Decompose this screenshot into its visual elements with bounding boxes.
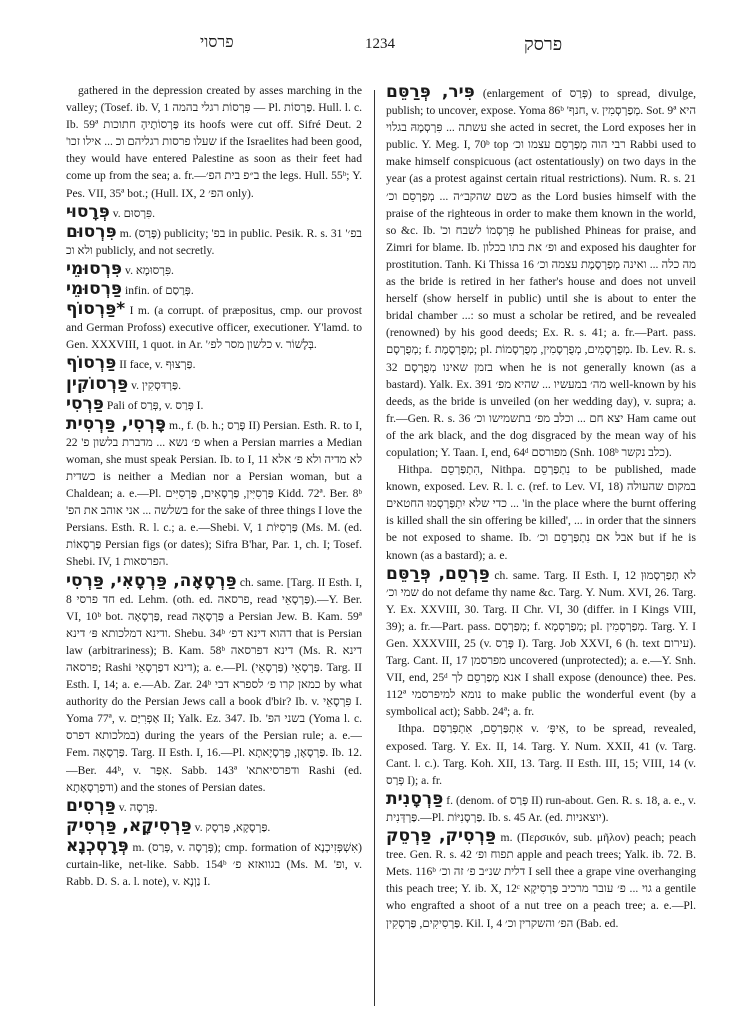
entry-headword: פַּרְסוֹקִין — [66, 373, 129, 394]
entry-headword: פַּרְסֵם, פְּרַסֵּם — [386, 563, 490, 584]
entry-headword: פְּרָסְכְנָא — [66, 835, 129, 856]
dictionary-entry — [66, 796, 362, 816]
header-right-catchword: פרסק — [524, 34, 563, 54]
entry-text: Hithpa. הִתְפַּרְסֵם, Nithpa. נִתְפַּרְסֵם to be published, made known, exposed. Lev. R. l. c. (ref. to Lev. VI, 18) במקום שהעולה ... כדי שלא יִתְפַּרְסְמוּ החטאים 'in the place where the burnt offering is killed shall the sin offering be killed', ... in order that the sinners be not exposed to shame. Ib. אבל אם נִתְפַּרְסֵם וכ׳ but if he is known (as a bastard); a. e. — [386, 463, 696, 562]
dictionary-entry — [386, 82, 696, 461]
page-number: 1234 — [365, 36, 395, 52]
entry-text: infin. of פְּרַסַם. — [125, 284, 194, 298]
left-column — [66, 82, 362, 1008]
page-header — [0, 34, 750, 64]
entry-text: v. פַּרְדּסְקִין. — [131, 378, 181, 392]
entry-headword: פַּרְסִיק, פַּרְסֵק — [386, 826, 496, 847]
entry-text: m., f. (b. h.; פָּרַס II) Persian. Esth. R. to I, 22 'פ׳ נשא ... מדברת בלשון פ when a Persian marries a Median woman, she must speak Persian. Ib. to I, 11 לא מדיה ולא פ׳ אלא כשדית is neither a Median nor a Persian woman, but a Chaldean; a. e.—Pl. פַּרְסִיִּין, פַּרְסָאִים, פַּרְסִיִּים Kidd. 72ª. Ber. 8ᵇ 'בשלשה ... אני אוהב את הפ for the sake of three things I love the Persians. Esth. R. l. c.; a. e.—Shebi. V, 1 פַּרְסִיּוֹת (Ms. M. (ed. פַּרְסָאוֹת Persian figs (or dates); Sifra B'har, Par. 1, ch. I; Tosef. Shebi. IV, 1 הפרסאות. — [66, 418, 362, 569]
dictionary-entry — [66, 279, 362, 299]
entry-text: ch. same. [Targ. II Esth. I, 8 חד פרסי ed. Lehm. (oth. ed. פרסאה, read פַּרְסָאֵי).—Y. Ber. VI, 10ᵇ bot. פַּרְסָאָה, read פַּרְסָאָה a Persian Jew. B. Kam. 59ª ודינא דמלכותא פּ׳ דינא. Shebu. 34ᵇ דהוא דינא דפ׳ that is Persian law (arbitrariness); B. Kam. 58ᵇ דינא דפרסאה (Ms. R. דינא פרסאה; Rashi דינא דפַרְסָאֵי); a. e.—Pl. פַּרְסָאֵי (פַּרְסָאֵי). Targ. II Esth. I, 14; a. e.—Ab. Zar. 24ᵇ כמאן קרו פ׳ לספרא דבי by what authority do the Persian Jews call a book d'bir? Ib. v. פִּרְסָאֵי I. Yoma 77ª, v. אַפְרִיַּם II; Yalk. Ez. 347. Ib. 'בשני הפ (Yoma l. c. במלכותא דפרס) during the years of the Persian rule; a. e.—Fem. פַּרְסָאָה. Targ. II Esth. I, 16.—Pl. פַּרְסָאָן, פַּרְסָיָאתָא. Ib. 12.—Ber. 44ᵇ, v. אִפַּר. Sabb. 143ª 'ודפרסיאתא Rashi (ed. ודפַרְסָאָתָא) and the stones of Persian dates. — [66, 575, 362, 794]
entry-headword: פַּרְסִיקָא, פַּרְסִיק — [66, 815, 192, 836]
dictionary-entry — [66, 836, 362, 890]
entry-headword: פִּרְסוּם — [66, 221, 117, 242]
entry-text: v. פְּרָסָה. — [118, 800, 158, 814]
entry-text: Ithpa. אִתְפַּרְסֵם, אִתְפְּרַסַּם v. אִיפְּ׳, to be spread, revealed, exposed. Targ. Y. Ex. II, 14. Targ. Y. Num. XXII, 41 (v. Targ. Cant. l. c.). Targ. Koh. XII, 13. Targ. II Esth. III, 15; VIII, 14 (v. פְּרַס I); a. fr. — [386, 722, 696, 787]
entry-text: m. (Περσικόν, sub. μῆλον) peach; peach tree. Gen. R. s. 42 תפוח ופ׳ apple and peach trees; Yalk. ib. 72. B. Mets. 116ᵇ דלית שנ״ב פ׳ זה וכ׳ I sell thee a grape vine overhanging this peach tree; Y. ib. X, 12ᶜ גוי ... פ׳ עובר מרכיב פַּרְסִיקָא a gentile who engrafted a shoot of a nut tree on a peach tree; a. e.—Pl. פַּרְסִיקִים, פַּרְסְקִין. Kil. I, 4 הפ׳ והשקרין וכ׳ (Bab. ed. — [386, 831, 696, 930]
entry-headword: פַּרְסוֹף — [66, 353, 117, 374]
entry-text: m. (פְּרַס, v. פְּרָסָה); cmp. formation of אִשְׁפְּזִיכְנָא) curtain-like, net-like. Sabb. 154ᵇ בגוואזא פ׳ (Ms. M. 'ופ, v. Rabb. D. S. a. l. note), v. נַוְנָא I. — [66, 840, 362, 889]
entry-headword: *פַּרְסוֹף — [66, 299, 126, 320]
dictionary-entry — [66, 353, 362, 373]
column-divider — [374, 90, 375, 1006]
dictionary-entry — [386, 461, 696, 564]
entry-text: I m. (a corrupt. of præpositus, cmp. our provost and German Profoss) executive officer, executioner. Y'lamd. to Gen. XXXVIII, 1 quot. in Ar. 'כלשון מסר לפ׳ v. בְּלָשׁוֹר. — [66, 304, 362, 352]
right-column — [386, 82, 696, 1008]
entry-headword: פִּרְסוּמֵי — [66, 258, 123, 279]
dictionary-entry — [386, 789, 696, 826]
entry-text: ch. same. Targ. II Esth. I, 12 לא תְפַרְסְמוּן שמי וכ׳ do not defame thy name &c. Targ. Y. Num. XVI, 26. Targ. Y. Ex. XXVIII, 30. Targ. II Chr. VI, 30 (differ. in I Kings VIII, 39); a. fr.—Part. pass. מְפַרְסַם; f. מְפַרְסְמָא; pl. מְפַרְסְמִין. Targ. Y. I Gen. XXXVIII, 25 (v. פָּרַס I). Targ. Job XXVI, 6 (h. text עירום). Targ. Cant. II, 17 מפרסמן uncovered (unprotected); a. e.—Y. Snh. VII, end, 25ᵈ אנא מְפַרְסֵם לך I shall expose (denounce) thee. Pes. 112ª נומא למיפרסמי to make public the wonderful event (by a symbolical act); Sabb. 24ª; a. fr. — [386, 568, 696, 719]
entry-text: v. פִּרְסוּמָא. — [125, 263, 174, 277]
dictionary-entry — [66, 374, 362, 394]
entry-text: m. (פָּרַס) publicity; 'בפ in public. Pesik. R. s. 31 'בפ׳ ולא וכ publicly, and not secretly. — [66, 226, 362, 257]
entry-text: v. פִּרְסוּם. — [112, 206, 156, 220]
dictionary-entry — [386, 564, 696, 721]
dictionary-entry — [66, 571, 362, 796]
dictionary-entry — [386, 720, 696, 788]
entry-headword: פַּרְסָאָה, פַּרְסָאִי, פַּרְסִי — [66, 570, 237, 591]
entry-text: v. פַּרְסָקָא, פַּרְסָק. — [194, 820, 271, 834]
entry-headword: פִּיר, פְּרַסֵּם — [386, 82, 475, 102]
entry-text: (enlargement of פְּרַס) to spread, divulge, publish; to uncover, expose. Yoma 86ᵇ 'חנף, v. מְפַרְסְמִין. Sot. 9ª היא עשתה ... פִּרְסְמָהּ בגלוי she acted in secret, the Lord exposes her in public. Y. Meg. I, 70ᵇ top רבי הוה מְפַרְסֵם עצמו וכ׳ Rabbi used to make himself conspicuous (act ostentatiously) on two days in the year (as a protest against certain ritual restrictions). Num. R. s. 21 כשם שהקב״ה ... מְפַרְסֵם וכ׳ as the Lord busies himself with the praise of the righteous in order to make them known in the world, so &c. Ib. 'פִּרְסְמוֹ לשבח וכ he published Phineas for praise, and Zimri for blame. Ib. ופ׳ את בתו בכלון and exposed his daughter for prostitution. Tanh. Ki Thissa 16 מה כלה ... ואינה מְפַרְסֶמֶת עצמה וכ׳ as the bride is retired in her father's house and does not unveil herself (show herself in public) until she is about to enter the bridal chamber ...: so must a scholar be retired, and be revealed (renowned) by his good deeds; Ex. R. s. 41; a. fr.—Part. pass. מְפֻרְסָם; f. מְפֻרְסֶמֶת; pl. מְפֻרְסָמִים, מְפֻרְסָמִין, מְפֻרְסָמוֹת. Ib. Lev. R. s. 32 בזמן שאינו מְפֻרְסָם when he is not generally known (as a bastard). Yalk. Ex. 391 מה׳ במעשיו ... שהיא מפ׳ well-known by his deeds, as the bride is unveiled (on her wedding day), v. supra; a. fr.—Gen. R. s. 36 יצא חם ... וכלב מפ׳ בתשמישו וכ׳ Ham came out of the ark black, and the dog disgraced by the mean way of his copulation; Y. Taan. I, end, 64ᵈ מפורסם (Snh. 108ᵇ כלב נקשר). — [386, 87, 696, 459]
entry-headword: פָּרְסִי, פַּרְסִית — [66, 413, 167, 434]
header-left-catchword: פרסוי — [200, 34, 234, 51]
entry-headword: פַּרְסָנִית — [386, 788, 444, 809]
entry-text: gathered in the depression created by asses marching in the valley; (Tosef. ib. V, 1 פִּרְסוֹת רגלי בהמה — Pl. פַּרְסוֹת. Hull. l. c. Ib. 59ª פַּרְסוֹתֶיהָ חתוכות its hoofs were cut off. Sifré Deut. 2 'שעלו פרסות רגליהם וכ ... אילו זכו if the Israelites had been good, they would have entered Palestine as soon as their feet had come up from the sea; a. fr.—ב״פ בית הפ׳ the legs. Hull. 55ᵇ; Y. Pes. VII, 35ª bot.; (Hull. IX, 2 הפ׳ only). — [66, 84, 362, 200]
entry-headword: פְּרָסוּי — [66, 201, 110, 222]
dictionary-entry — [66, 414, 362, 571]
dictionary-entry — [66, 816, 362, 836]
dictionary-entry — [66, 299, 362, 353]
entry-text: II face, v. פַּרְצוּף. — [119, 358, 196, 372]
entry-text: Pali of פְּרַס, v. פְּרַס I. — [106, 398, 204, 412]
entry-headword: פַּרְסוּמֵי — [66, 279, 123, 300]
entry-headword: פַּרְסִים — [66, 795, 116, 816]
dictionary-entry — [66, 82, 362, 202]
dictionary-entry — [66, 394, 362, 414]
dictionary-entry — [386, 826, 696, 932]
entry-text: f. (denom. of פְּרַס II) run-about. Gen. R. s. 18, a. e., v. פַּרְדְּנִית.—Pl. פַּרְסָנִיּוֹת. Ib. s. 45 Ar. (ed. יוצאניות). — [386, 793, 696, 824]
dictionary-entry — [66, 259, 362, 279]
entry-headword: פַּרְסִי — [66, 393, 104, 414]
dictionary-entry — [66, 202, 362, 222]
dictionary-entry — [66, 222, 362, 259]
